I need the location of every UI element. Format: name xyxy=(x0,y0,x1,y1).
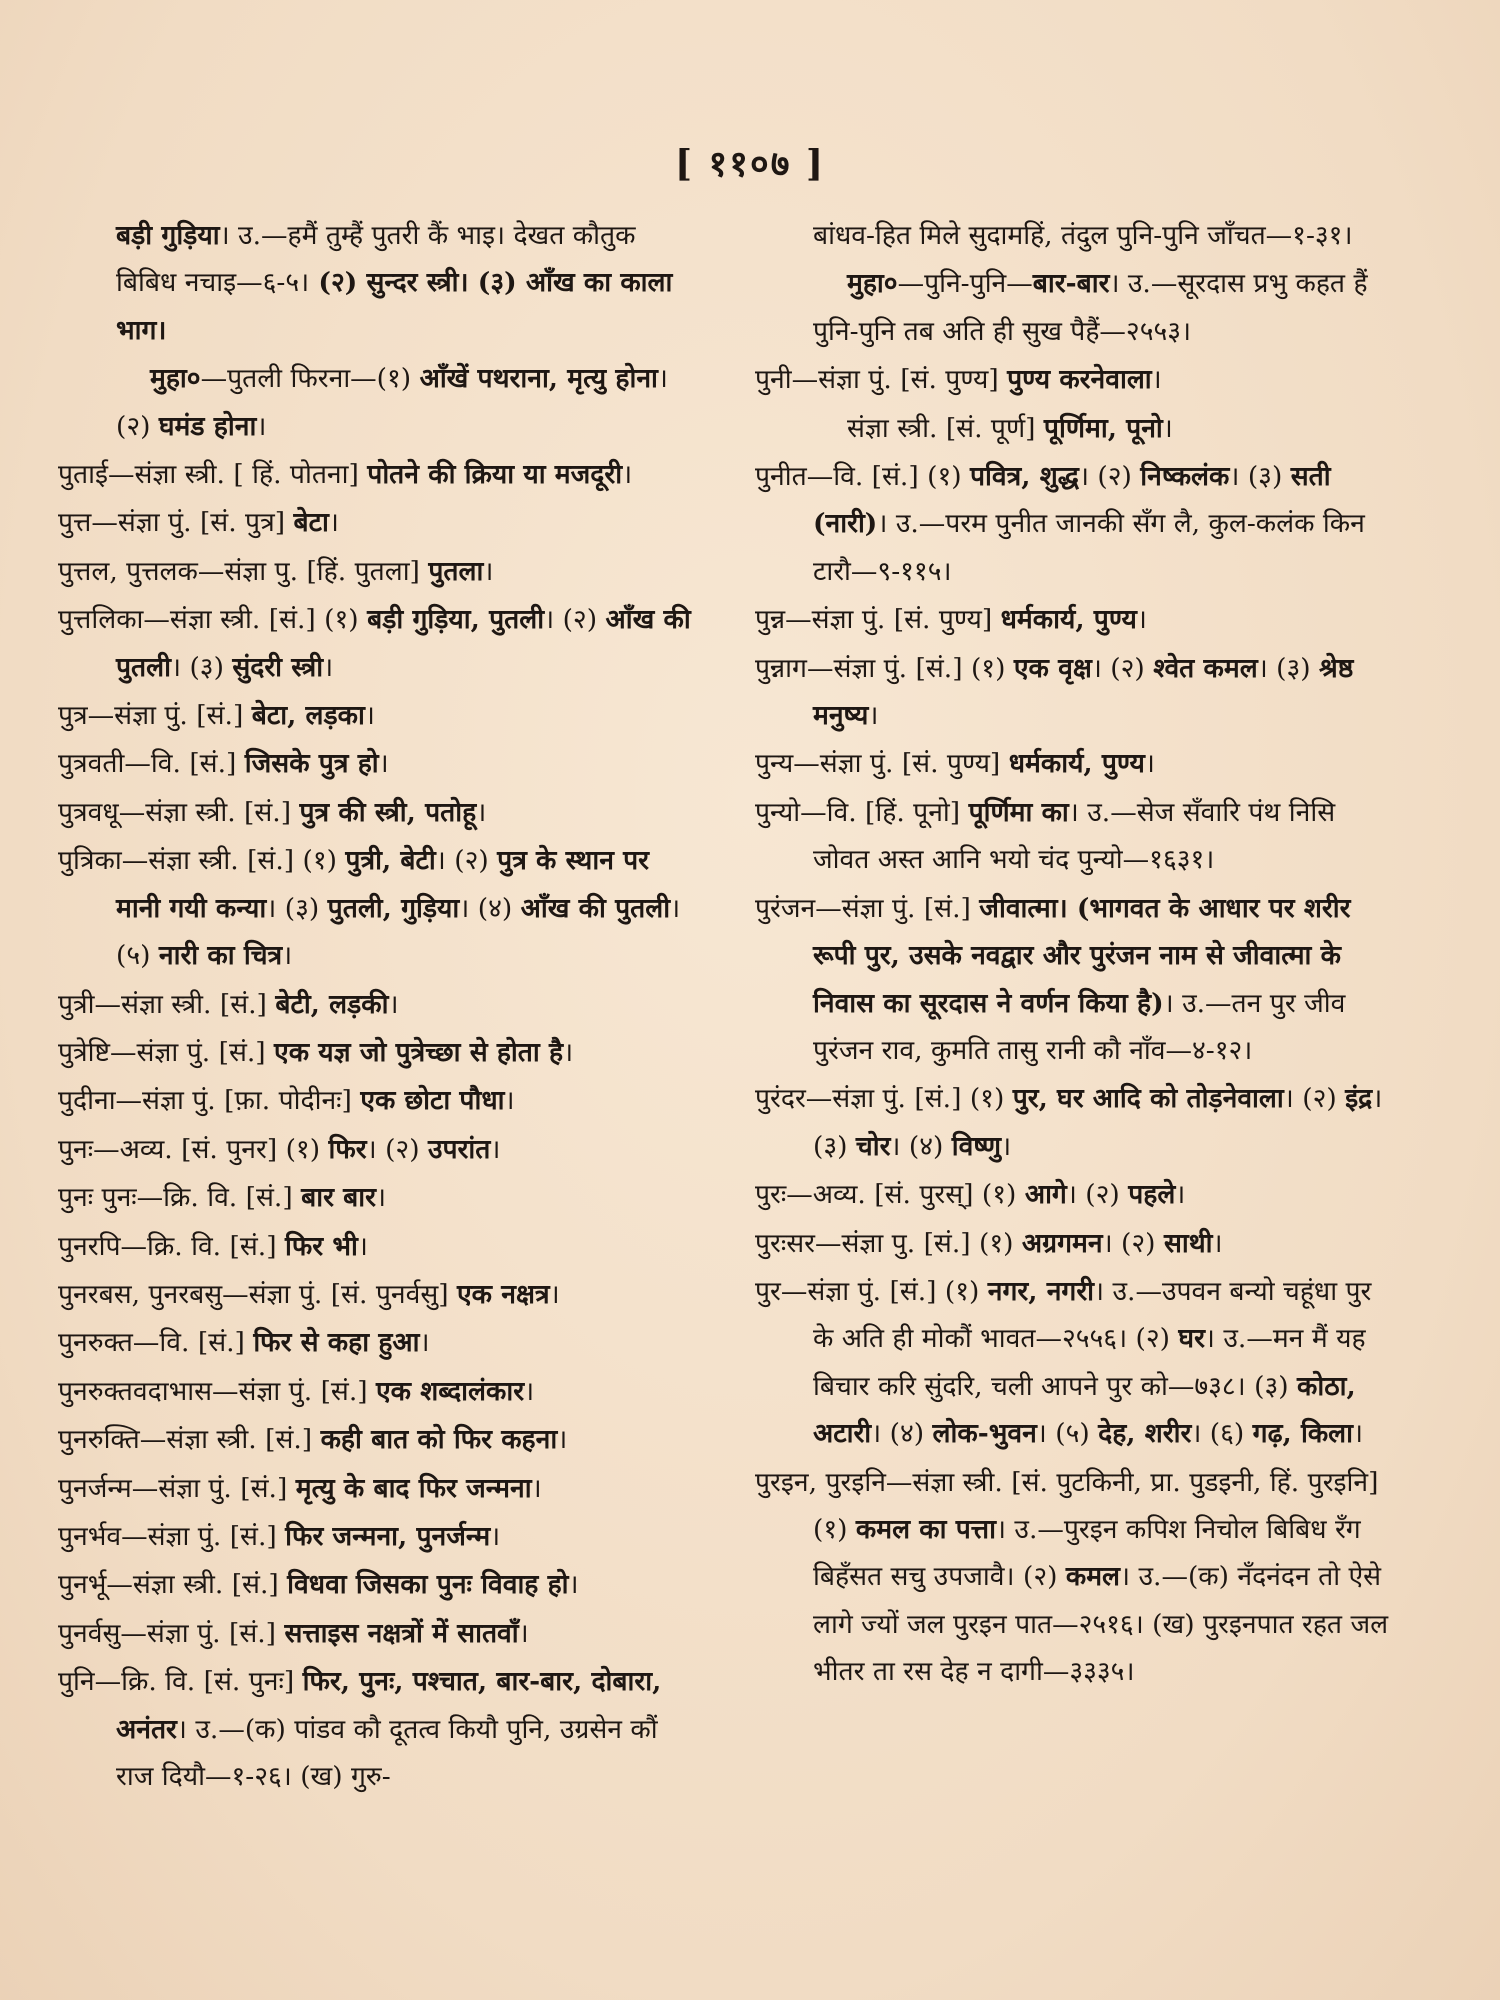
entry-meaning: पवित्र, शुद्ध xyxy=(970,461,1079,493)
entry-text: पुत्तल, पुत्तलक—संज्ञा पु. [हिं. पुतला] xyxy=(58,555,429,587)
entry-meaning: मृत्यु के बाद फिर जन्मना xyxy=(295,1472,532,1504)
dictionary-entry xyxy=(58,1029,700,1076)
dictionary-subentry xyxy=(755,260,1397,355)
entry-text: । उ.—(क) नँदनंदन तो ऐसे लागे ज्यों जल पुरइन पात—२५१६। (ख) पुरइनपात रहत जल भीतर ता रस देह न दागी—३३३५। xyxy=(813,1561,1389,1688)
entry-meaning: पूर्णिमा का xyxy=(968,796,1069,828)
entry-meaning: पूर्णिमा, पूनो xyxy=(1043,412,1163,444)
entry-text: पुरंदर—संज्ञा पुं. [सं.] (१) xyxy=(755,1083,1013,1115)
entry-meaning: पुतली, गुड़िया xyxy=(327,892,460,924)
dictionary-entry xyxy=(58,789,700,836)
entry-text: । xyxy=(376,1182,387,1214)
dictionary-entry xyxy=(58,1271,700,1318)
entry-meaning: फिर भी xyxy=(284,1230,358,1262)
entry-meaning: पुतला xyxy=(428,555,484,587)
entry-text: पुनरुक्त—वि. [सं.] xyxy=(58,1327,254,1359)
entry-text: पुनीत—वि. [सं.] (१) xyxy=(755,461,970,493)
dictionary-entry xyxy=(755,596,1397,643)
entry-meaning: एक वृक्ष xyxy=(1013,652,1092,684)
entry-text: । xyxy=(490,1520,501,1552)
entry-text: पुत्रवती—वि. [सं.] xyxy=(58,748,245,780)
entry-text: । xyxy=(476,796,487,828)
dictionary-entry xyxy=(58,499,700,546)
entry-text: । xyxy=(568,1569,579,1601)
entry-meaning: धर्मकार्य, पुण्य xyxy=(1008,748,1145,780)
entry-meaning: निष्कलंक xyxy=(1140,461,1230,493)
dictionary-entry xyxy=(58,1658,700,1800)
entry-meaning: फिर xyxy=(328,1133,367,1165)
entry-text: । xyxy=(557,1424,568,1456)
entry-text: । xyxy=(868,700,879,732)
entry-text: । xyxy=(490,1133,501,1165)
entry-meaning: कही बात को फिर कहना xyxy=(320,1424,558,1456)
dictionary-entry xyxy=(755,1220,1397,1267)
entry-text: पुनर्भव—संज्ञा पुं. [सं.] xyxy=(58,1520,286,1552)
entry-meaning: फिर से कहा हुआ xyxy=(253,1327,420,1359)
entry-text: । (५) xyxy=(116,892,681,972)
entry-text: । (३) xyxy=(813,1083,1383,1162)
entry-text: पुत्री—संज्ञा स्त्री. [सं.] xyxy=(58,988,276,1020)
dictionary-entry xyxy=(58,1174,700,1221)
entry-text: । xyxy=(504,1085,515,1117)
dictionary-entry xyxy=(755,356,1397,403)
entry-meaning: बड़ी गुड़िया xyxy=(116,220,220,251)
entry-text: । (२) xyxy=(435,845,498,877)
dictionary-entry xyxy=(58,981,700,1028)
entry-text: पुन्न—संज्ञा पुं. [सं. पुण्य] xyxy=(755,604,1001,636)
entry-text: पुनी—संज्ञा पुं. [सं. पुण्य] xyxy=(755,364,1008,396)
entry-text: । xyxy=(1353,1418,1364,1450)
dictionary-entry xyxy=(755,740,1397,787)
entry-meaning: फिर, पुनः, पश्चात, बार-बार, दोबारा, अनंतर xyxy=(116,1666,662,1745)
entry-text: । उ.—हमैं तुम्हैं पुतरी कैं भाइ। देखत कौतुक बिबिध नचाइ—६-५। xyxy=(116,220,636,299)
entry-text: पुर—संज्ञा पुं. [सं.] (१) xyxy=(755,1275,988,1307)
entry-text: । (२) xyxy=(1066,1179,1129,1211)
entry-meaning: मुहा० xyxy=(150,363,201,395)
entry-text: । xyxy=(483,555,494,587)
entry-text: । उ.—(क) पांडव कौ दूतत्व कियौ पुनि, उग्रसेन कौं राज दियौ—१-२६। (ख) गुरु- xyxy=(116,1713,658,1792)
dictionary-entry xyxy=(755,1268,1397,1458)
entry-text: पुन्यो—वि. [हिं. पूनो] xyxy=(755,796,969,828)
dictionary-entry xyxy=(58,692,700,739)
dictionary-entry xyxy=(58,1465,700,1512)
entry-text: पुत्रेष्टि—संज्ञा पुं. [सं.] xyxy=(58,1036,275,1068)
entry-text: । उ.—पुरइन कपिश निचोल बिबिध रँग बिहँसत सचु उपजावै। (२) xyxy=(813,1513,1361,1593)
entry-text: । (२) xyxy=(1078,461,1141,493)
entry-meaning: बार-बार xyxy=(1032,268,1110,300)
entry-meaning: पुत्र के स्थान पर मानी गयी कन्या xyxy=(116,845,650,924)
entry-text: । xyxy=(1136,604,1147,636)
entry-text: पुत्र—संज्ञा पुं. [सं.] xyxy=(58,700,252,732)
entry-text: । xyxy=(1162,412,1173,444)
entry-text: पुनरुक्ति—संज्ञा स्त्री. [सं.] xyxy=(58,1424,321,1456)
entry-meaning: एक नक्षत्र xyxy=(457,1278,550,1310)
entry-text: । xyxy=(357,1230,368,1262)
dictionary-entry xyxy=(755,1075,1397,1170)
entry-text: । xyxy=(419,1327,430,1359)
entry-text: । xyxy=(518,1617,529,1649)
entry-text: । xyxy=(323,651,334,683)
entry-meaning: बार बार xyxy=(301,1182,377,1214)
entry-text: । (२) xyxy=(366,1133,428,1165)
entry-text: पुत्त—संज्ञा पुं. [सं. पुत्र] xyxy=(58,507,294,539)
entry-meaning: चोर xyxy=(855,1130,891,1162)
entry-meaning: विधवा जिसका पुनः विवाह हो xyxy=(287,1569,569,1601)
entry-text: पुताई—संज्ञा स्त्री. [ हिं. पोतना] xyxy=(58,459,368,491)
entry-text: । xyxy=(549,1278,560,1310)
entry-meaning: फिर जन्मना, पुनर्जन्म xyxy=(285,1520,491,1552)
entry-text: पुनर्भू—संज्ञा स्त्री. [सं.] xyxy=(58,1569,288,1601)
dictionary-entry xyxy=(58,1077,700,1124)
entry-text: । (४) xyxy=(871,1418,933,1450)
entry-meaning: पुण्य करनेवाला xyxy=(1007,364,1152,396)
entry-meaning: लोक-भुवन xyxy=(932,1418,1037,1450)
entry-meaning: कोठा, अटारी xyxy=(813,1370,1356,1450)
entry-text: । xyxy=(563,1036,574,1068)
entry-text: । उ.—मन मैं यह बिचार करि सुंदरि, चली आपने पुर को—७३८। (३) xyxy=(813,1323,1366,1402)
entry-meaning: सुंदरी स्त्री xyxy=(232,651,324,683)
dictionary-entry xyxy=(58,1416,700,1463)
entry-meaning: जीवात्मा। (भागवत के आधार पर शरीर रूपी पुर, उसके नवद्वार और पुरंजन नाम से जीवात्मा के निवास का सूरदास ने वर्णन किया है) xyxy=(813,892,1351,1019)
entry-text: —पुनि-पुनि— xyxy=(897,268,1033,300)
entry-text: । (२) xyxy=(116,363,668,442)
dictionary-entry xyxy=(755,1171,1397,1218)
entry-text: पुदीना—संज्ञा पुं. [फ़ा. पोदीनः] xyxy=(58,1085,361,1117)
entry-text: । xyxy=(378,748,389,780)
entry-text: —पुतली फिरना—(१) xyxy=(200,363,420,395)
dictionary-entry xyxy=(58,596,700,691)
entry-meaning: देह, शरीर xyxy=(1098,1418,1192,1450)
entry-meaning: बड़ी गुड़िया, पुतली xyxy=(367,604,545,636)
entry-text: । उ.—तन पुर जीव पुरंजन राव, कुमति तासु रानी कौ नाँव—४-१२। xyxy=(813,987,1346,1066)
entry-meaning: आँख की पुतली xyxy=(116,604,691,683)
entry-meaning: आँख की पुतली xyxy=(520,892,671,924)
dictionary-subentry xyxy=(755,405,1397,452)
entry-meaning: पुत्री, बेटी xyxy=(345,845,436,877)
entry-text: । xyxy=(1212,1227,1223,1259)
entry-meaning: घर xyxy=(1178,1323,1205,1355)
entry-text: । xyxy=(1175,1179,1186,1211)
entry-meaning: आगे xyxy=(1024,1179,1067,1211)
entry-meaning: पुत्र की स्त्री, पतोहू xyxy=(299,796,477,828)
entry-meaning: बेटी, लड़की xyxy=(275,988,389,1020)
entry-meaning: कमल xyxy=(1065,1561,1121,1593)
entry-meaning: सत्ताइस नक्षत्रों में सातवाँ xyxy=(284,1617,519,1649)
entry-text: । (२) xyxy=(544,604,606,636)
left-column xyxy=(58,212,700,1801)
page-number: [ ११०७ ] xyxy=(674,143,825,185)
entry-meaning: एक यज्ञ जो पुत्रेच्छा से होता है xyxy=(274,1036,564,1068)
entry-text: । उ.—सेज सँवारि पंथ निसि जोवत अस्त आनि भयो चंद पुन्यो—१६३१। xyxy=(813,796,1336,876)
entry-meaning: सती (नारी) xyxy=(813,461,1331,540)
entry-meaning: नगर, नगरी xyxy=(987,1275,1095,1307)
entry-text: । (३) xyxy=(1229,461,1291,493)
dictionary-entry xyxy=(755,645,1397,740)
entry-text: पुनर्वसु—संज्ञा पुं. [सं.] xyxy=(58,1617,285,1649)
entry-meaning: पोतने की क्रिया या मजदूरी xyxy=(367,459,623,491)
entry-text: पुन्नाग—संज्ञा पुं. [सं.] (१) xyxy=(755,652,1014,684)
entry-text: बांधव-हित मिले सुदामहिं, तंदुल पुनि-पुनि जाँचत—१-३१। xyxy=(813,220,1353,251)
entry-text: । xyxy=(1144,748,1155,780)
entry-meaning: उपरांत xyxy=(427,1133,491,1165)
entry-text: पुरइन, पुरइनि—संज्ञा स्त्री. [सं. पुटकिनी, प्रा. पुडइनी, हिं. पुरइनि] (१) xyxy=(755,1466,1379,1545)
entry-text: । उ.—सूरदास प्रभु कहत हैं पुनि-पुनि तब अति ही सुख पैहैं—२५५३। xyxy=(813,268,1368,347)
entry-text: । xyxy=(531,1472,542,1504)
dictionary-entry xyxy=(58,1319,700,1366)
entry-text: पुरःसर—संज्ञा पु. [सं.] (१) xyxy=(755,1227,1022,1259)
entry-text: पुनरुक्तवदाभास—संज्ञा पुं. [सं.] xyxy=(58,1375,377,1407)
entry-text: । xyxy=(282,940,293,972)
entry-meaning: पहले xyxy=(1128,1179,1176,1211)
dictionary-subentry xyxy=(58,355,700,450)
entry-meaning: पुर, घर आदि को तोड़नेवाला xyxy=(1012,1083,1284,1115)
entry-text: । (४) xyxy=(459,892,521,924)
entry-text: । xyxy=(328,507,339,539)
entry-text: । उ.—परम पुनीत जानकी सँग लै, कुल-कलंक किन टारौ—९-११५। xyxy=(813,508,1365,587)
entry-text: । (२) xyxy=(1283,1083,1346,1115)
dictionary-entry xyxy=(58,1610,700,1657)
dictionary-entry xyxy=(58,1561,700,1608)
entry-meaning: एक छोटा पौधा xyxy=(360,1085,505,1117)
entry-text: । xyxy=(364,700,375,732)
entry-text: । xyxy=(524,1375,535,1407)
entry-meaning: बेटा xyxy=(293,507,329,539)
entry-meaning: कमल का पत्ता xyxy=(855,1513,996,1545)
dictionary-entry xyxy=(58,1126,700,1173)
entry-meaning: श्रेष्ठ मनुष्य xyxy=(813,652,1354,732)
entry-text: पुत्रिका—संज्ञा स्त्री. [सं.] (१) xyxy=(58,845,346,877)
dictionary-entry xyxy=(58,1513,700,1560)
dictionary-entry xyxy=(58,451,700,498)
entry-meaning: विष्णु xyxy=(951,1130,1002,1162)
dictionary-entry xyxy=(58,1368,700,1415)
entry-text: पुन्य—संज्ञा पुं. [सं. पुण्य] xyxy=(755,748,1009,780)
entry-meaning: घमंड होना xyxy=(158,410,257,442)
entry-text: । xyxy=(256,410,267,442)
entry-meaning: बेटा, लड़का xyxy=(251,700,365,732)
entry-meaning: धर्मकार्य, पुण्य xyxy=(1000,604,1137,636)
entry-text: पुरः—अव्य. [सं. पुरस्] (१) xyxy=(755,1179,1025,1211)
entry-meaning: आँखें पथराना, मृत्यु होना xyxy=(419,363,658,395)
entry-text: । xyxy=(1151,364,1162,396)
entry-text: पुत्तलिका—संज्ञा स्त्री. [सं.] (१) xyxy=(58,604,368,636)
entry-meaning: जिसके पुत्र हो xyxy=(244,748,379,780)
entry-text: पुनरबस, पुनरबसु—संज्ञा पुं. [सं. पुनर्वसु] xyxy=(58,1278,457,1310)
entry-meaning: एक शब्दालंकार xyxy=(376,1375,525,1407)
entry-continuation xyxy=(755,212,1397,259)
entry-text: । (५) xyxy=(1036,1418,1099,1450)
entry-meaning: मुहा० xyxy=(847,268,898,300)
entry-text: । xyxy=(1001,1130,1012,1162)
entry-meaning: (२) सुन्दर स्त्री। (३) आँख का काला भाग। xyxy=(116,267,673,346)
dictionary-entry xyxy=(58,837,700,979)
dictionary-entry xyxy=(755,453,1397,595)
entry-meaning: साथी xyxy=(1163,1227,1213,1259)
entry-text: । xyxy=(388,988,399,1020)
dictionary-entry xyxy=(58,548,700,595)
dictionary-entry xyxy=(58,740,700,787)
entry-text: पुरंजन—संज्ञा पुं. [सं.] xyxy=(755,892,980,924)
entry-continuation xyxy=(58,212,700,354)
entry-meaning: गढ़, किला xyxy=(1252,1418,1354,1450)
entry-text: पुनः पुनः—क्रि. वि. [सं.] xyxy=(58,1182,302,1214)
entry-text: । (६) xyxy=(1191,1418,1253,1450)
entry-text: । (४) xyxy=(890,1130,952,1162)
entry-text: । (२) xyxy=(1091,652,1154,684)
entry-text: । xyxy=(622,459,633,491)
entry-meaning: इंद्र xyxy=(1345,1083,1373,1115)
entry-text: । (३) xyxy=(171,651,233,683)
entry-text: । (२) xyxy=(1102,1227,1164,1259)
dictionary-entry xyxy=(755,885,1397,1075)
entry-text: । (३) xyxy=(1257,652,1320,684)
entry-text: संज्ञा स्त्री. [सं. पूर्ण] xyxy=(847,412,1044,444)
dictionary-entry xyxy=(755,1459,1397,1696)
entry-text: पुनर्जन्म—संज्ञा पुं. [सं.] xyxy=(58,1472,296,1504)
dictionary-entry xyxy=(58,1223,700,1270)
entry-meaning: श्वेत कमल xyxy=(1153,652,1258,684)
entry-text: । उ.—उपवन बन्यो चहूंधा पुर के अति ही मोकौं भावत—२५५६। (२) xyxy=(813,1275,1372,1355)
dictionary-entry xyxy=(755,789,1397,884)
entry-text: । (३) xyxy=(266,892,328,924)
entry-meaning: अग्रगमन xyxy=(1021,1227,1103,1259)
entry-text: पुनरपि—क्रि. वि. [सं.] xyxy=(58,1230,285,1262)
entry-meaning: नारी का चित्र xyxy=(158,940,283,972)
entry-text: पुनि—क्रि. वि. [सं. पुनः] xyxy=(58,1666,303,1698)
right-column xyxy=(755,212,1397,1697)
entry-text: पुनः—अव्य. [सं. पुनर] (१) xyxy=(58,1133,329,1165)
entry-text: पुत्रवधू—संज्ञा स्त्री. [सं.] xyxy=(58,796,300,828)
